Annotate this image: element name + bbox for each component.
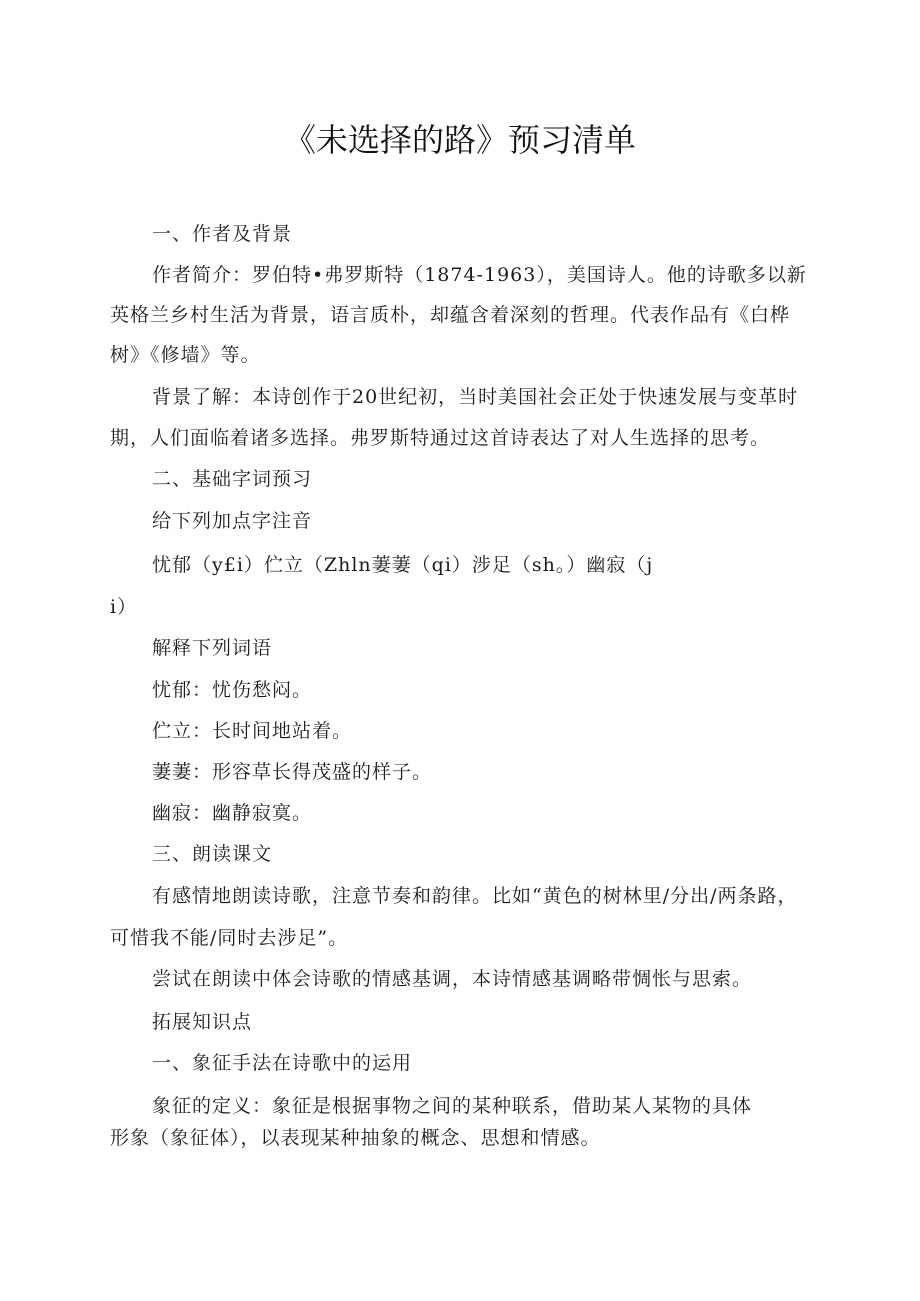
paragraph-background-line-1: 背景了解：本诗创作于20世纪初，当时美国社会正处于快速发展与变革时: [152, 386, 799, 408]
paragraph-symbolism-line-2: 形象（象征体），以表现某种抽象的概念、思想和情感。: [110, 1127, 601, 1149]
paragraph-author-intro-line-2: 英格兰乡村生活为背景，语言质朴，却蕴含着深刻的哲理。代表作品有《白桦: [110, 304, 791, 326]
paragraph-author-intro-line-1: 作者简介：罗伯特•弗罗斯特（1874-1963），美国诗人。他的诗歌多以新: [152, 264, 807, 286]
paragraph-reading-line-1: 有感情地朗读诗歌，注意节奏和韵律。比如“黄色的树林里/分出/两条路，: [152, 885, 798, 907]
pinyin-list-line-2: i）: [110, 596, 138, 618]
page-title: 《未选择的路》预习清单: [283, 121, 636, 159]
section-heading-reading: 三、朗读课文: [152, 843, 273, 865]
paragraph-author-intro-line-3: 树》《修墙》等。: [110, 344, 261, 366]
definition-qiqi: 萋萋：形容草长得茂盛的样子。: [152, 761, 433, 783]
definition-youji: 幽寂：幽静寂寞。: [152, 802, 313, 824]
paragraph-reading-line-2: 可惜我不能/同时去涉足”。: [110, 927, 349, 949]
definition-youyu: 忧郁：忧伤愁闷。: [152, 679, 313, 701]
subheading-word-explanation: 解释下列词语: [152, 637, 273, 659]
section-heading-author-background: 一、作者及背景: [152, 223, 293, 245]
subheading-symbolism: 一、象征手法在诗歌中的运用: [152, 1052, 413, 1074]
pinyin-list-line-1: 忧郁（y£i）伫立（Zhln萋萋（qi）涉足（sh。）幽寂（j: [152, 554, 654, 576]
subheading-pinyin: 给下列加点字注音: [152, 510, 313, 532]
section-heading-extension: 拓展知识点: [152, 1011, 253, 1033]
paragraph-emotion-tone: 尝试在朗读中体会诗歌的情感基调，本诗情感基调略带惆怅与思索。: [152, 968, 753, 990]
section-heading-vocabulary: 二、基础字词预习: [152, 468, 313, 490]
paragraph-background-line-2: 期，人们面临着诸多选择。弗罗斯特通过这首诗表达了对人生选择的思考。: [110, 427, 771, 449]
definition-zhuli: 伫立：长时间地站着。: [152, 720, 353, 742]
paragraph-symbolism-line-1: 象征的定义：象征是根据事物之间的某种联系，借助某人某物的具体: [152, 1095, 753, 1117]
